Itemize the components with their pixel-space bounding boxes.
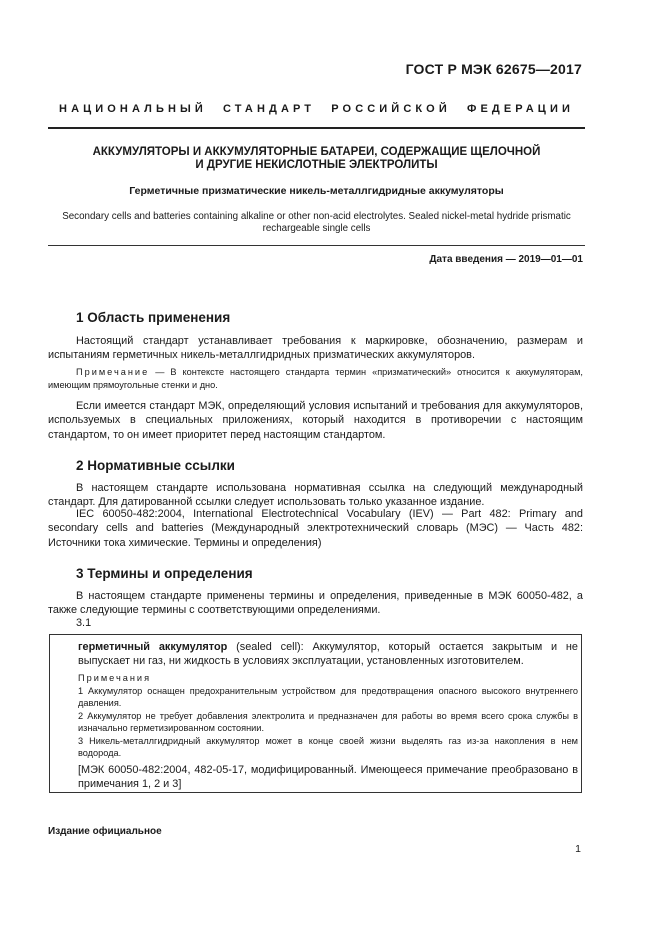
national-standard-heading: НАЦИОНАЛЬНЫЙ СТАНДАРТ РОССИЙСКОЙ ФЕДЕРАЦИИ bbox=[59, 103, 574, 115]
section-1-heading: 1 Область применения bbox=[76, 310, 231, 325]
section-1-note bbox=[48, 366, 583, 391]
section-1-paragraph-1: Настоящий стандарт устанавливает требования к маркировке, обозначению, размерам и испытаниям герметичных никель-металлгидридных призматических аккумуляторов. bbox=[48, 335, 583, 362]
standard-designation: ГОСТ Р МЭК 62675—2017 bbox=[405, 61, 582, 77]
title-divider bbox=[48, 245, 585, 246]
term-definition-box bbox=[49, 634, 582, 793]
section-2-paragraph-1: В настоящем стандарте использована нормативная ссылка на следующий международный стандарт. Для датированной ссылки следует использовать только указанное издание. bbox=[48, 482, 583, 509]
source-reference: [МЭК 60050-482:2004, 482-05-17, модифицированный. Имеющееся примечание преобразовано в примечания 1, 2 и 3] bbox=[78, 764, 578, 791]
section-3-paragraph-1: В настоящем стандарте применены термины и определения, приведенные в МЭК 60050-482, а также следующие термины с соответствующими определениями. bbox=[48, 590, 583, 617]
section-3-heading: 3 Термины и определения bbox=[76, 566, 253, 581]
effective-date: Дата введения — 2019—01—01 bbox=[429, 254, 583, 265]
title-line-1: АККУМУЛЯТОРЫ И АККУМУЛЯТОРНЫЕ БАТАРЕИ, СОДЕРЖАЩИЕ ЩЕЛОЧНОЙ bbox=[92, 146, 541, 158]
note-1: 1 Аккумулятор оснащен предохранительным устройством для предотвращения опасного высокого внутреннего давления. bbox=[78, 686, 578, 709]
term-definition bbox=[50, 640, 578, 669]
section-2-heading: 2 Нормативные ссылки bbox=[76, 458, 235, 473]
term-english: (sealed cell): bbox=[227, 641, 313, 653]
clause-number: 3.1 bbox=[76, 617, 92, 629]
note-label: Примечание bbox=[76, 367, 150, 377]
header-divider bbox=[48, 127, 585, 129]
english-title-line-2: rechargeable single cells bbox=[262, 223, 371, 234]
term: герметичный аккумулятор bbox=[78, 641, 228, 653]
document-subtitle: Герметичные призматические никель-металлгидридные аккумуляторы bbox=[129, 185, 504, 197]
title-line-2: И ДРУГИЕ НЕКИСЛОТНЫЕ ЭЛЕКТРОЛИТЫ bbox=[195, 159, 438, 171]
term-definition-text: Аккумулятор, который остается закрытым и не выпускает ни газ, ни жидкость в условиях эксплуатации, установленных изготовителем. bbox=[78, 641, 578, 668]
section-1-paragraph-2: Если имеется стандарт МЭК, определяющий условия испытаний и требования для аккумуляторов, используемых в специальных приложениях, который находится в противоречии с настоящим стандартом, то он имеет приоритет перед настоящим стандартом. bbox=[48, 400, 583, 441]
page-number: 1 bbox=[575, 843, 581, 855]
english-title bbox=[48, 211, 585, 235]
document-title bbox=[48, 146, 585, 172]
english-title-line-1: Secondary cells and batteries containing alkaline or other non-acid electrolytes. Sealed nickel-metal hydride prismatic bbox=[62, 211, 571, 222]
note-3: 3 Никель-металлгидридный аккумулятор может в конце своей жизни выделять газ из-за накопления в нем водорода. bbox=[78, 736, 578, 759]
note-2: 2 Аккумулятор не требует добавления электролита и предназначен для работы во время всего срока службы в изначально герметизированном состоянии. bbox=[78, 711, 578, 734]
note-text: — В контексте настоящего стандарта термин «призматический» относится к аккумуляторам, имеющим прямоугольные стенки и дно. bbox=[48, 367, 583, 390]
section-2-reference: IEC 60050-482:2004, International Electrotechnical Vocabulary (IEV) — Part 482: Primary and secondary cells and batteries (Международный электротехнический словарь (МЭС) — Часть 482: Источники тока химические. Термины и определения) bbox=[48, 508, 583, 549]
official-edition: Издание официальное bbox=[48, 826, 162, 837]
notes-label: Примечания bbox=[78, 673, 152, 683]
